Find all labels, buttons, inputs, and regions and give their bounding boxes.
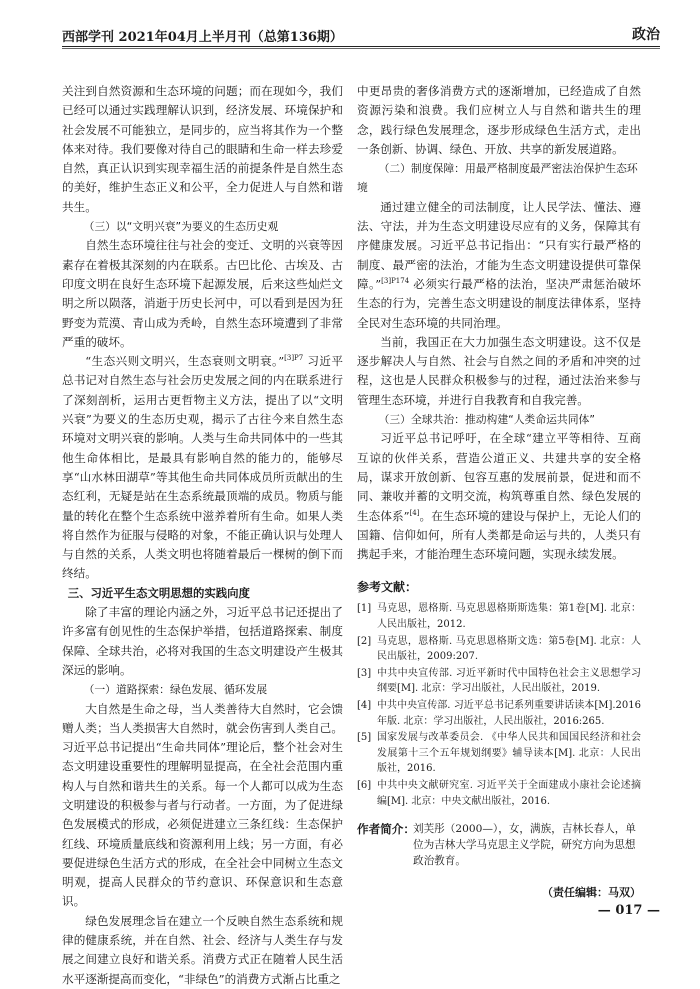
page-number: — 017 — xyxy=(597,903,660,918)
header-rule-thin xyxy=(62,48,660,49)
paragraph-text: 习近平总书记对自然生态与社会历史发展之间的内在联系进行了深刻剖析，运用古更哲物主义方法，提出了以“文明兴衰”为要义的生态历史观，揭示了古往今来自然生态环境对文明兴衰的影响。人类与生命共同体中的一些其他生命体相比，是最具有影响自然的能力的，能够尽享“山水林田湖草”等其他生命共同体成员所贡献出的生态红利，无疑是站在生态系统最顶端的成员。物质与能量的转化在整个生态系统中滋养着所有生命。如果人类将自然作为征服与侵略的对象，不能正确认识与处理人与自然的关系，人类文明也将随着最后一棵树的倒下而终结。 xyxy=(62,354,344,581)
references-title: 参考文献： xyxy=(357,580,418,595)
author-bio xyxy=(357,821,641,869)
reference-number: [6] xyxy=(357,779,372,791)
left-column xyxy=(62,82,343,989)
reference-number: [3] xyxy=(357,667,372,679)
reference-number: [4] xyxy=(357,699,372,711)
reference-text: 马克思，恩格斯. 马克思恩格斯文选：第5卷[M]. 北京：人民出版社，2009:207. xyxy=(377,635,641,663)
right-column xyxy=(357,82,641,902)
subsection-heading: （三）全球共治：推动构建“人类命运共同体” xyxy=(378,413,595,427)
reference-number: [1] xyxy=(357,603,372,615)
reference-item xyxy=(357,601,641,632)
section-heading: 三、习近平生态文明思想的实践向度 xyxy=(67,585,250,600)
journal-masthead: 西部学刊 2021年04月上半月刊（总第136期） xyxy=(62,30,343,45)
reference-text: 马克思，恩格斯. 马克思恩格斯斯选集：第1卷[M]. 北京：人民出版社，2012. xyxy=(377,603,641,631)
reference-item xyxy=(357,778,641,809)
paragraph xyxy=(357,198,641,333)
reference-number: [5] xyxy=(357,732,372,744)
reference-text: 国家发展与改革委员会. 《中华人民共和国国民经济和社会发展第十三个五年规划纲要》辅导读本[M]. 北京：人民出版社，2016. xyxy=(377,732,641,775)
paragraph-text: 。在生态环境的建设与保护上，无论人们的国籍、信仰如何，所有人类都是命运与共的，人类只有携起手来，才能治理生态环境问题，实现永续发展。 xyxy=(357,508,641,562)
reference-text: 中共中央宣传部. 习近平总书记系列重要讲话读本[M].2016年版. 北京：学习出版社，人民出版社，2016:265. xyxy=(377,699,641,727)
reference-item xyxy=(357,730,641,777)
paragraph: 大自然是生命之母，当人类善待大自然时，它会馈赠人类；当人类损害大自然时，就会伤害到人类自己。习近平总书记提出“生命共同体”理论后，整个社会对生态文明建设重要性的理解明显提高，在全社会范围内重构人与自然和谐共生的关系。每一个人都可以成为生态文明建设的积极参与者与行动者。一方面，为了促进绿色发展模式的形成，必须促进建立三条红线：生态保护红线、环境质量底线和资源利用上线；另一方面，有必要促进绿色生活方式的形成，在全社会中同树立生态文明观，提高人民群众的节约意识、环保意识和生态意识。 xyxy=(62,701,343,909)
reference-number: [2] xyxy=(357,635,372,647)
quote-text: “生态兴则文明兴，生态衰则文明衰。” xyxy=(85,354,285,369)
subsection-heading: （二）制度保障：用最严格制度最严密法治保护生态环境 xyxy=(357,162,638,195)
subsection-heading: （三）以“文明兴衰”为要义的生态历史观 xyxy=(83,220,279,234)
paragraph: 当前，我国正在大力加强生态文明建设。这不仅是逐步解决人与自然、社会与自然之间的矛盾和冲突的过程，这也是人民群众积极参与的过程，通过法治来参与管理生态环境，并进行自我教育和自我完善。 xyxy=(357,334,641,407)
paragraph-text: 必须实行最严格的法治，坚决严肃惩治破坏生态的行为，完善生态文明建设的制度法律体系，坚持全民对生态环境的共同治理。 xyxy=(357,276,641,330)
reference-text: 中共中央宣传部. 习近平新时代中国特色社会主义思想学习纲要[M]. 北京：学习出版社，人民出版社，2019. xyxy=(377,667,641,695)
page-header xyxy=(62,24,660,44)
paragraph: 中更昂贵的奢侈消费方式的逐渐增加，已经造成了自然资源污染和浪费。我们应树立人与自然和谐共生的理念，践行绿色发展理念，逐步形成绿色生活方式，走出一条创新、协调、绿色、开放、共享的新发展道路。 xyxy=(357,84,641,156)
reference-text: 中共中央文献研究室. 习近平关于全面建成小康社会论述摘编[M]. 北京：中央文献出版社，2016. xyxy=(377,779,641,807)
paragraph: 绿色发展理念旨在建立一个反映自然生态系统和规律的健康系统，并在自然、社会、经济与人类生存与发展之间建立良好和谐关系。消费方式正在随着人民生活水平逐渐提高而变化，“非绿色”的消费方式渐占比重之 xyxy=(62,913,343,986)
author-bio-label: 作者简介： xyxy=(357,822,415,837)
citation-ref: [3]P174 xyxy=(381,277,410,286)
subsection-heading: （一）道路探索：绿色发展、循环发展 xyxy=(83,683,268,697)
author-bio-text: 刘芙彤（2000—），女，满族，吉林长春人，单位为吉林大学马克思主义学院，研究方向为思想政治教育。 xyxy=(413,823,636,868)
paragraph: 除了丰富的理论内涵之外，习近平总书记还提出了许多富有创见性的生态保护举措，包括道路探索、制度保障、全球共治，必将对我国的生态文明建设产生极其深远的影响。 xyxy=(62,605,343,677)
paragraph: 关注到自然资源和生态环境的问题；而在现如今，我们已经可以通过实践理解认识到，经济发展、环境保护和社会发展不可能独立，是同步的，应当将其作为一个整体来对待。我们要像对待自己的眼睛和生命一样去珍爱自然，真正认识到实现幸福生活的前提条件是自然生态的美好，维护生态正义和公平，全力促进人与自然和谐共生。 xyxy=(62,84,343,214)
citation-ref: [3]P7 xyxy=(284,354,304,363)
reference-item xyxy=(357,698,641,729)
header-rule xyxy=(62,46,660,47)
responsible-editor: （责任编辑：马双） xyxy=(542,886,641,900)
citation-ref: [4] xyxy=(409,508,420,517)
paragraph: 自然生态环境往往与社会的变迁、文明的兴衰等因素存在着极其深刻的内在联系。古巴比伦、古埃及、古印度文明在良好生态环境下起源发展，后来这些灿烂文明之所以陨落，消逝于历史长河中，可以看到是因为狂野变为荒漠、青山成为秃岭，自然生态环境遭到了非常严重的破坏。 xyxy=(62,238,343,349)
reference-item xyxy=(357,666,641,697)
paragraph xyxy=(357,429,641,564)
paragraph-text: 通过建立健全的司法制度，让人民学法、懂法、遵法、守法，并为生态文明建设尽应有的义务，保障其有序健康发展。习近平总书记指出：“只有实行最严格的制度、最严密的法治，才能为生态文明建设提供可靠保障。” xyxy=(357,199,641,291)
reference-item xyxy=(357,634,641,665)
paragraph-text: 习近平总书记呼吁，在全球“建立平等相待、互商互谅的伙伴关系，营造公道正义、共建共享的安全格局，谋求开放创新、包容互惠的发展前景，促进和而不同、兼收并蓄的文明交流，构筑尊重自然、绿色发展的生态体系” xyxy=(357,431,641,523)
paragraph xyxy=(62,352,343,584)
section-label: 政治 xyxy=(632,27,660,43)
references-list xyxy=(357,601,641,809)
